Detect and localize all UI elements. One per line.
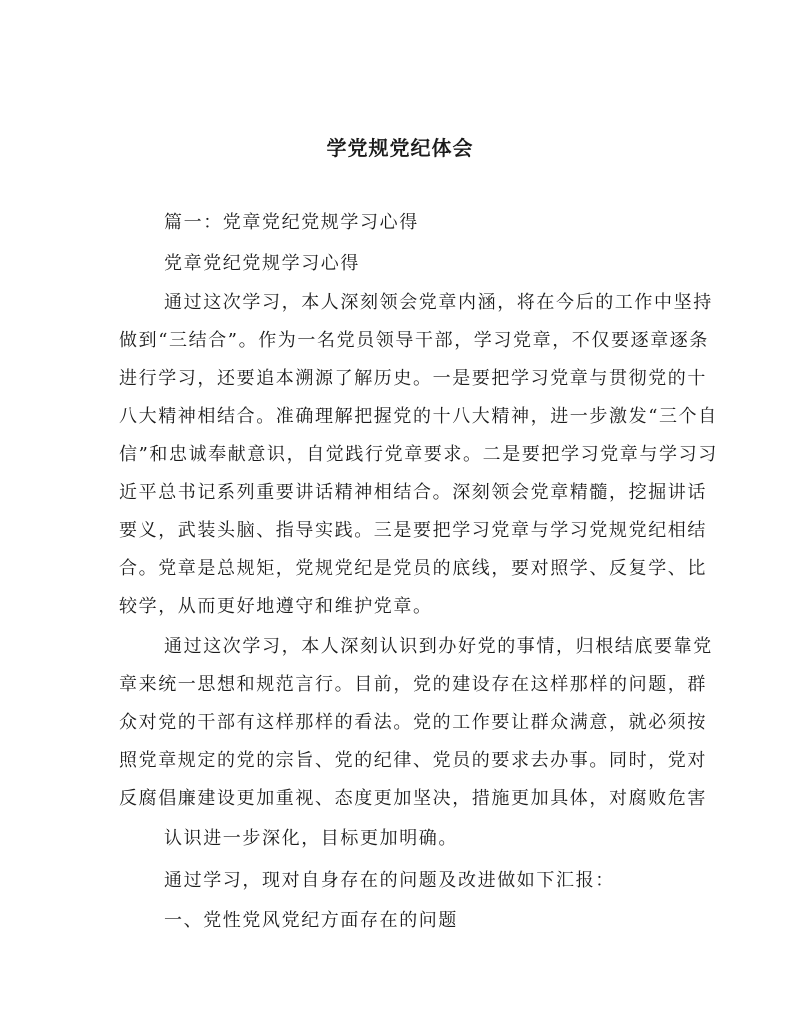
paragraph-line: 通过学习，现对自身存在的问题及改进做如下汇报： [164, 870, 615, 891]
paragraph-line: 较学，从而更好地遵守和维护党章。 [119, 596, 433, 617]
paragraph-line: 照党章规定的党的宗旨、党的纪律、党员的要求去办事。同时，党对 [119, 750, 707, 771]
section-heading: 篇一：党章党纪党规学习心得 [164, 212, 419, 233]
paragraph-line: 近平总书记系列重要讲话精神相结合。深刻领会党章精髓，挖掘讲话 [119, 482, 707, 503]
section-heading: 一、党性党风党纪方面存在的问题 [164, 910, 458, 931]
paragraph-line: 合。党章是总规矩，党规党纪是党员的底线，要对照学、反复学、比 [119, 558, 707, 579]
paragraph-line: 通过这次学习，本人深刻认识到办好党的事情，归根结底要靠党 [164, 636, 713, 657]
paragraph-line: 要义，武装头脑、指导实践。三是要把学习党章与学习党规党纪相结 [119, 520, 707, 541]
paragraph-line: 信”和忠诚奉献意识，自觉践行党章要求。二是要把学习党章与学习习 [119, 444, 718, 465]
paragraph-line: 反腐倡廉建设更加重视、态度更加坚决，措施更加具体，对腐败危害 [119, 788, 707, 809]
document-title: 学党规党纪体会 [326, 136, 474, 160]
paragraph-line: 八大精神相结合。准确理解把握党的十八大精神，进一步激发“三个自 [119, 406, 718, 427]
paragraph-line: 认识进一步深化，目标更加明确。 [164, 828, 458, 849]
paragraph-line: 进行学习，还要追本溯源了解历史。一是要把学习党章与贯彻党的十 [119, 368, 707, 389]
paragraph-line: 众对党的干部有这样那样的看法。党的工作要让群众满意，就必须按 [119, 712, 707, 733]
paragraph-line: 章来统一思想和规范言行。目前，党的建设存在这样那样的问题，群 [119, 674, 707, 695]
paragraph-line: 通过这次学习，本人深刻领会党章内涵，将在今后的工作中坚持 [164, 292, 713, 313]
paragraph-line: 做到“三结合”。作为一名党员领导干部，学习党章，不仅要逐章逐条 [119, 330, 710, 351]
section-subheading: 党章党纪党规学习心得 [164, 253, 360, 274]
